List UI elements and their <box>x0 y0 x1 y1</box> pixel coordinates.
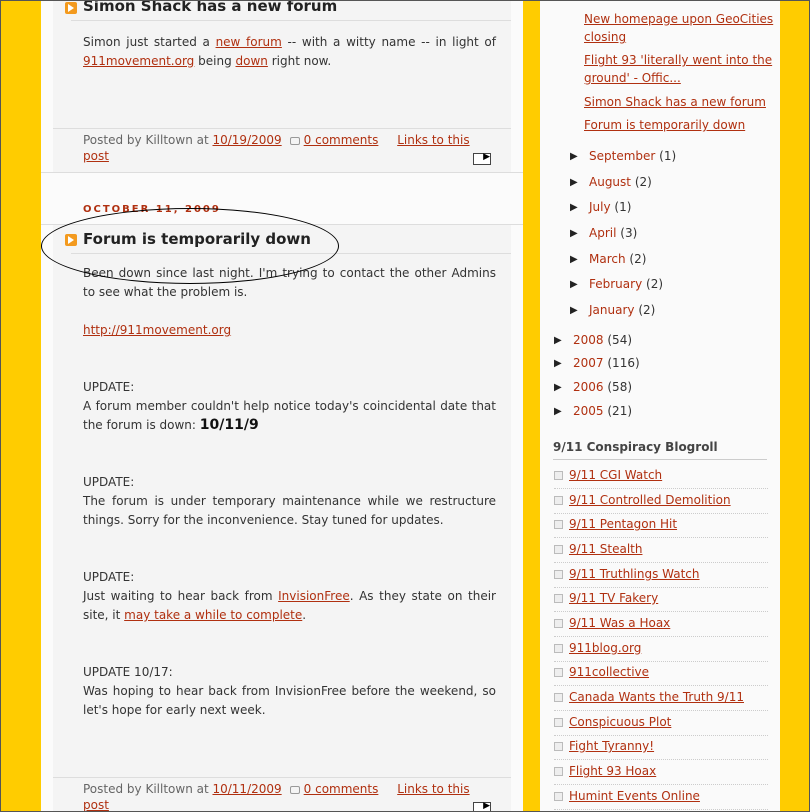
count: (3) <box>620 226 638 240</box>
count: (2) <box>634 175 652 189</box>
archive-month <box>589 277 663 291</box>
text: Simon just started a <box>83 35 216 49</box>
may-take-a-while-link[interactable]: may take a while to complete <box>124 608 303 622</box>
blogroll-item <box>554 613 768 637</box>
blogroll-item <box>554 761 768 785</box>
blogroll-link[interactable]: 9/11 Controlled Demolition <box>569 493 731 507</box>
expand-triangle-icon[interactable]: ▶ <box>554 358 562 369</box>
archive-month-link[interactable]: July <box>589 200 611 214</box>
text: . <box>302 608 307 622</box>
comments-link[interactable]: 0 comments <box>303 133 379 147</box>
text: right now. <box>267 54 332 68</box>
count: (2) <box>646 277 664 291</box>
bullet-icon <box>554 619 563 628</box>
archive-year-link[interactable]: 2008 <box>573 333 604 347</box>
blogroll-link[interactable]: 9/11 Stealth <box>569 542 643 556</box>
text: Just waiting to hear back from <box>83 589 279 603</box>
comment-icon <box>290 786 300 794</box>
paragraph <box>83 397 496 435</box>
count: (116) <box>607 356 640 370</box>
paragraph: Been down since last night. I'm trying to contact the other Admins to see what the problem is. <box>83 266 496 299</box>
update-heading: UPDATE: <box>83 570 135 584</box>
recent-post-link[interactable]: Simon Shack has a new forum <box>584 95 766 109</box>
blogroll-item <box>554 564 768 588</box>
blogroll-item <box>554 514 768 538</box>
post-title: Simon Shack has a new forum <box>83 0 338 15</box>
expand-triangle-icon[interactable]: ▶ <box>570 151 578 162</box>
count: (1) <box>659 149 677 163</box>
post-title: Forum is temporarily down <box>83 230 311 248</box>
count: (1) <box>614 200 632 214</box>
expand-triangle-icon[interactable]: ▶ <box>570 254 578 265</box>
archive-year-link[interactable]: 2005 <box>573 404 604 418</box>
blogroll-link[interactable]: 9/11 CGI Watch <box>569 468 663 482</box>
count: (21) <box>607 404 633 418</box>
archive-month-link[interactable]: April <box>589 226 617 240</box>
email-post-icon[interactable] <box>473 802 491 812</box>
archive-year <box>573 380 632 394</box>
divider <box>41 172 523 173</box>
down-link[interactable]: down <box>235 54 268 68</box>
blogroll-item <box>554 539 768 563</box>
count: (2) <box>638 303 656 317</box>
blogroll-link[interactable]: 911blog.org <box>569 641 642 655</box>
blogroll-item <box>554 786 768 810</box>
archive-month-link[interactable]: August <box>589 175 631 189</box>
post-bullet-icon <box>65 2 77 14</box>
expand-triangle-icon[interactable]: ▶ <box>570 202 578 213</box>
bullet-icon <box>554 471 563 480</box>
main-column <box>41 0 523 812</box>
blogroll-link[interactable]: Humint Events Online <box>569 789 700 803</box>
bullet-icon <box>554 718 563 727</box>
paragraph: The forum is under temporary maintenance while we restructure things. Sorry for the inconvenience. Stay tuned for updates. <box>83 494 496 527</box>
divider <box>53 128 511 129</box>
paragraph <box>83 587 496 625</box>
highlighted-date: 10/11/9 <box>199 417 259 433</box>
bullet-icon <box>554 693 563 702</box>
recent-post-link[interactable]: Forum is temporarily down <box>584 118 746 132</box>
date-header: OCTOBER 11, 2009 <box>83 204 221 215</box>
bullet-icon <box>554 545 563 554</box>
posted-by: Posted by Killtown at <box>83 133 213 147</box>
bullet-icon <box>554 644 563 653</box>
expand-triangle-icon[interactable]: ▶ <box>570 305 578 316</box>
divider <box>553 459 767 460</box>
blogroll-link[interactable]: Fight Tyranny! <box>569 739 655 753</box>
expand-triangle-icon[interactable]: ▶ <box>554 382 562 393</box>
expand-triangle-icon[interactable]: ▶ <box>570 228 578 239</box>
posted-by: Posted by Killtown at <box>83 782 213 796</box>
sidebar <box>540 0 780 812</box>
blogroll-heading: 9/11 Conspiracy Blogroll <box>553 440 718 454</box>
archive-month-link[interactable]: March <box>589 252 626 266</box>
post-date-link[interactable]: 10/11/2009 <box>212 782 282 796</box>
text: being <box>194 54 236 68</box>
blogroll-item <box>554 465 768 489</box>
text: A forum member couldn't help notice today's coincidental date that the forum is down: <box>83 399 496 432</box>
bullet-icon <box>554 792 563 801</box>
update-heading: UPDATE: <box>83 380 135 394</box>
count: (2) <box>629 252 647 266</box>
archive-month-link[interactable]: September <box>589 149 656 163</box>
expand-triangle-icon[interactable]: ▶ <box>570 279 578 290</box>
paragraph: Was hoping to hear back from InvisionFree before the weekend, so let's hope for early next week. <box>83 684 496 717</box>
archive-month <box>589 252 646 266</box>
bullet-icon <box>554 520 563 529</box>
blogroll-item <box>554 736 768 760</box>
comment-icon <box>290 137 300 145</box>
archive-year-link[interactable]: 2006 <box>573 380 604 394</box>
archive-year-link[interactable]: 2007 <box>573 356 604 370</box>
bullet-icon <box>554 594 563 603</box>
blogroll-item <box>554 638 768 662</box>
archive-month <box>589 175 652 189</box>
blogroll-item <box>554 490 768 514</box>
recent-post-link[interactable]: New homepage upon GeoCities closing <box>584 12 774 44</box>
archive-month <box>589 303 655 317</box>
recent-post-link[interactable]: Flight 93 'literally went into the ground' - Offic... <box>584 53 773 85</box>
update-heading: UPDATE 10/17: <box>83 665 173 679</box>
post-body <box>83 264 496 720</box>
archive-month <box>589 149 676 163</box>
blogroll-link[interactable]: 911collective <box>569 665 650 679</box>
bullet-icon <box>554 742 563 751</box>
archive-month <box>589 200 631 214</box>
blogroll-item <box>554 662 768 686</box>
post-footer <box>83 781 496 812</box>
divider <box>53 777 511 778</box>
post-footer <box>83 132 496 164</box>
post-date-link[interactable]: 10/19/2009 <box>212 133 282 147</box>
text: . As they state on their site, it <box>83 589 496 622</box>
archive-year <box>573 333 632 347</box>
count: (54) <box>607 333 633 347</box>
links-to-post-link[interactable]: Links to this post <box>83 782 470 812</box>
invisionfree-link[interactable]: InvisionFree <box>278 589 350 603</box>
blogroll-item <box>554 687 768 711</box>
911movement-link[interactable]: 911movement.org <box>83 54 195 68</box>
expand-triangle-icon[interactable]: ▶ <box>554 406 562 417</box>
blogroll-item <box>554 588 768 612</box>
bullet-icon <box>554 767 563 776</box>
archive-year <box>573 404 632 418</box>
text: -- with a witty name -- in light of <box>281 35 497 49</box>
expand-triangle-icon[interactable]: ▶ <box>570 177 578 188</box>
blogroll-link[interactable]: Conspicuous Plot <box>569 715 672 729</box>
blogroll-link[interactable]: 9/11 Pentagon Hit <box>569 517 678 531</box>
blogroll-link[interactable]: 9/11 Truthlings Watch <box>569 567 700 581</box>
blogroll-link[interactable]: Canada Wants the Truth 9/11 <box>569 690 744 704</box>
blogroll-item <box>554 712 768 736</box>
blogroll-link[interactable]: 9/11 TV Fakery <box>569 591 659 605</box>
blogroll-link[interactable]: Flight 93 Hoax <box>569 764 657 778</box>
email-post-icon[interactable] <box>473 153 491 165</box>
archive-year <box>573 356 640 370</box>
archive-month <box>589 226 637 240</box>
expand-triangle-icon[interactable]: ▶ <box>554 335 562 346</box>
hand-drawn-ellipse <box>41 208 339 284</box>
bullet-icon <box>554 570 563 579</box>
911movement-url-link[interactable]: http://911movement.org <box>83 323 232 337</box>
update-heading: UPDATE: <box>83 475 135 489</box>
links-to-post-link[interactable]: Links to this post <box>83 133 470 163</box>
blogroll-link[interactable]: 9/11 Was a Hoax <box>569 616 671 630</box>
bullet-icon <box>554 668 563 677</box>
archive-month-link[interactable]: February <box>589 277 643 291</box>
divider <box>71 20 511 21</box>
post-body <box>83 33 496 71</box>
bullet-icon <box>554 496 563 505</box>
comments-link[interactable]: 0 comments <box>303 782 379 796</box>
new-forum-link[interactable]: new forum <box>215 35 282 49</box>
archive-month-link[interactable]: January <box>589 303 635 317</box>
count: (58) <box>607 380 633 394</box>
